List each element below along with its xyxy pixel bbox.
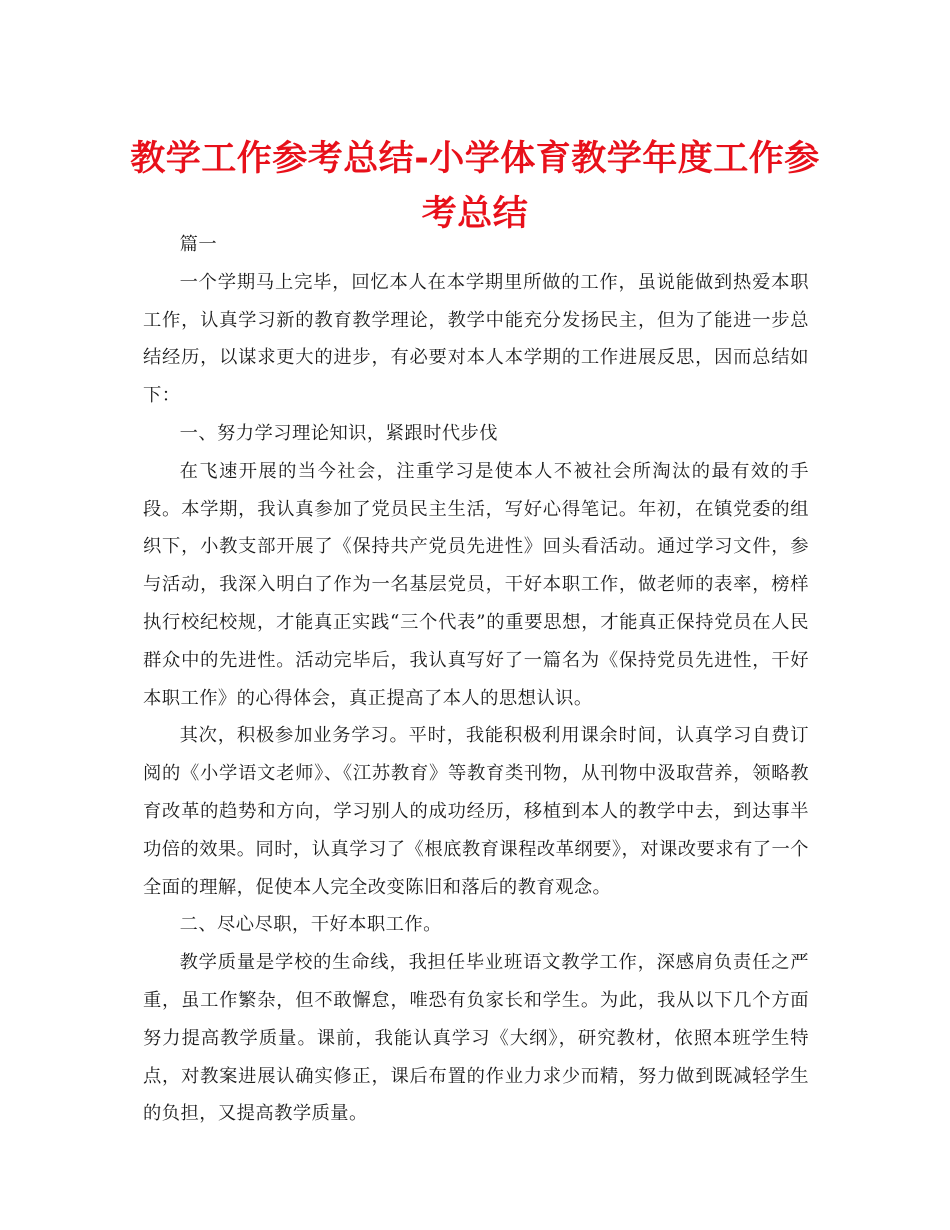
document-body: [143, 226, 809, 1133]
body-paragraph: 教学质量是学校的生命线，我担任毕业班语文教学工作，深感肩负责任之严重，虽工作繁杂，但不敢懈怠，唯恐有负家长和学生。为此，我从以下几个方面努力提高教学质量。课前，我能认真学习《大纲》，研究教材，依照本班学生特点，对教案进展认确实修正，课后布置的作业力求少而精，努力做到既减轻学生的负担，又提高教学质量。: [143, 952, 809, 1125]
section-heading-2: 二、尽心尽职，干好本职工作。: [179, 914, 442, 936]
section-label-paragraph: 篇一: [179, 234, 218, 255]
document-title: 教学工作参考总结-小学体育教学年度工作参考总结: [130, 139, 820, 234]
section-heading-1: 一、努力学习理论知识，紧跟时代步伐: [179, 422, 499, 444]
intro-paragraph: 一个学期马上完毕，回忆本人在本学期里所做的工作，虽说能做到热爱本职工作，认真学习新的教育教学理论，教学中能充分发扬民主，但为了能进一步总结经历，以谋求更大的进步，有必要对本人本学期的工作进展反思，因而总结如下：: [143, 271, 809, 407]
body-paragraph: 在飞速开展的当今社会，注重学习是使本人不被社会所淘汰的最有效的手段。本学期，我认真参加了党员民主生活，写好心得笔记。年初，在镇党委的组织下，小教支部开展了《保持共产党员先进性》回头看活动。通过学习文件，参与活动，我深入明白了作为一名基层党员，干好本职工作，做老师的表率，榜样执行校纪校规，才能真正实践“三个代表”的重要思想，才能真正保持党员在人民群众中的先进性。活动完毕后，我认真写好了一篇名为《保持党员先进性，干好本职工作》的心得体会，真正提高了本人的思想认识。: [143, 460, 809, 709]
body-paragraph: 其次，积极参加业务学习。平时，我能积极利用课余时间，认真学习自费订阅的《小学语文老师》、《江苏教育》等教育类刊物，从刊物中汲取营养，领略教育改革的趋势和方向，学习别人的成功经历，移植到本人的教学中去，到达事半功倍的效果。同时，认真学习了《根底教育课程改革纲要》，对课改要求有了一个全面的理解，促使本人完全改变陈旧和落后的教育观念。: [143, 725, 809, 898]
